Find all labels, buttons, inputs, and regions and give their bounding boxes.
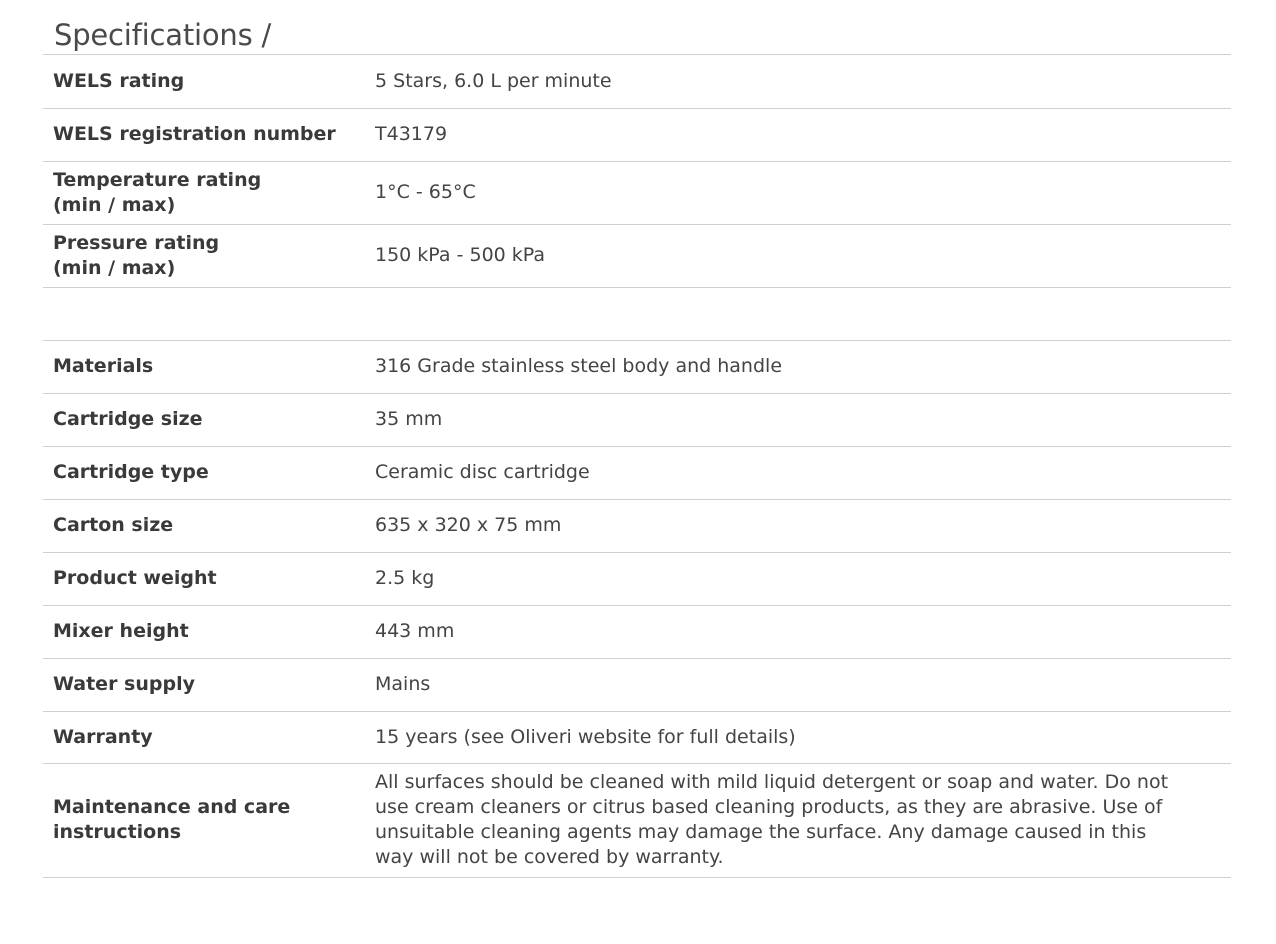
spec-value-cartridge-type: Ceramic disc cartridge	[365, 446, 1231, 499]
spec-value-warranty: 15 years (see Oliveri website for full details)	[365, 711, 1231, 763]
spec-label-cartridge-size: Cartridge size	[43, 393, 365, 446]
spec-value-mixer-height: 443 mm	[365, 605, 1231, 658]
table-row	[43, 108, 1231, 161]
spec-label-carton-size: Carton size	[43, 499, 365, 552]
spec-value-empty	[365, 287, 1231, 340]
spec-value-materials: 316 Grade stainless steel body and handle	[365, 340, 1231, 393]
spec-value-water-supply: Mains	[365, 658, 1231, 711]
table-row-empty	[43, 287, 1231, 340]
spec-label-maintenance-and-care: Maintenance and care instructions	[43, 763, 365, 877]
spec-value-carton-size: 635 x 320 x 75 mm	[365, 499, 1231, 552]
table-row	[43, 658, 1231, 711]
specifications-table	[43, 55, 1231, 878]
spec-value-product-weight: 2.5 kg	[365, 552, 1231, 605]
spec-value-wels-rating: 5 Stars, 6.0 L per minute	[365, 55, 1231, 108]
spec-value-wels-registration-number: T43179	[365, 108, 1231, 161]
spec-label-wels-rating: WELS rating	[43, 55, 365, 108]
spec-label-warranty: Warranty	[43, 711, 365, 763]
page-title: Specifications /	[43, 0, 1231, 55]
table-row	[43, 340, 1231, 393]
specifications-section	[43, 0, 1231, 878]
spec-label-materials: Materials	[43, 340, 365, 393]
spec-label-pressure-rating: Pressure rating (min / max)	[43, 224, 365, 287]
table-row	[43, 55, 1231, 108]
spec-label-empty	[43, 287, 365, 340]
table-row	[43, 393, 1231, 446]
spec-value-temperature-rating: 1°C - 65°C	[365, 161, 1231, 224]
table-row	[43, 224, 1231, 287]
spec-label-mixer-height: Mixer height	[43, 605, 365, 658]
table-row	[43, 446, 1231, 499]
table-row	[43, 161, 1231, 224]
table-row	[43, 499, 1231, 552]
table-row	[43, 605, 1231, 658]
spec-value-cartridge-size: 35 mm	[365, 393, 1231, 446]
spec-label-product-weight: Product weight	[43, 552, 365, 605]
table-row	[43, 711, 1231, 763]
spec-label-cartridge-type: Cartridge type	[43, 446, 365, 499]
spec-value-maintenance-and-care: All surfaces should be cleaned with mild liquid detergent or soap and water. Do not use cream cleaners or citrus based cleaning products, as they are abrasive. Use of unsuitable cleaning agents may damage the surface. Any damage caused in this way will not be covered by warranty.	[365, 763, 1231, 877]
spec-value-pressure-rating: 150 kPa - 500 kPa	[365, 224, 1231, 287]
spec-label-water-supply: Water supply	[43, 658, 365, 711]
spec-label-wels-registration-number: WELS registration number	[43, 108, 365, 161]
spec-label-temperature-rating: Temperature rating (min / max)	[43, 161, 365, 224]
table-row	[43, 552, 1231, 605]
table-row	[43, 763, 1231, 877]
